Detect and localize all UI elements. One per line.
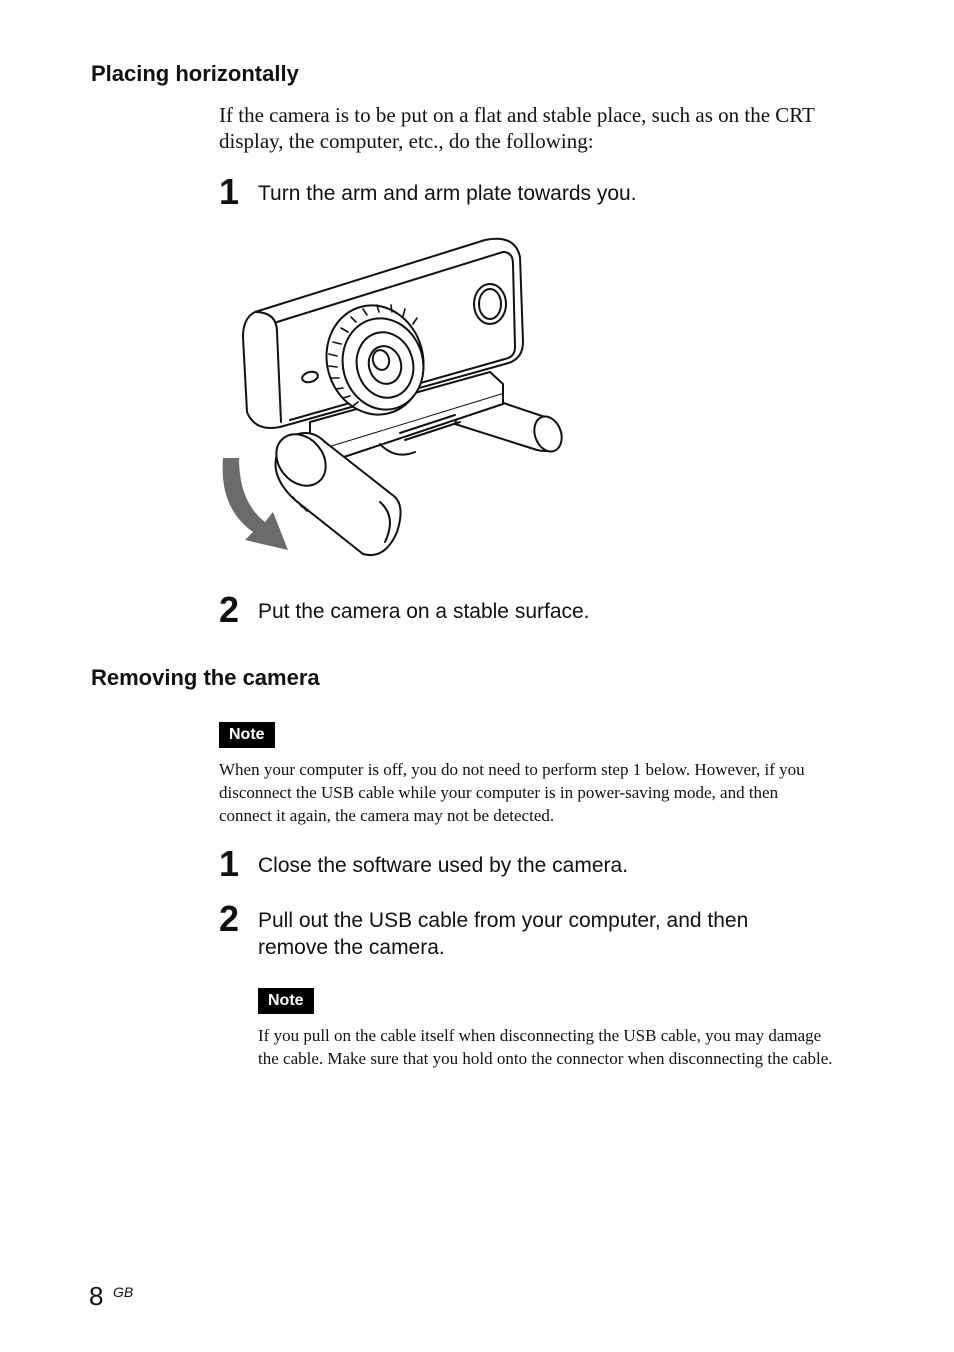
step-text: Turn the arm and arm plate towards you.: [258, 182, 637, 205]
note-paragraph: [219, 758, 869, 827]
note-line-1: If you pull on the cable itself when disconnecting the USB cable, you may damage: [258, 1026, 822, 1045]
intro-line-2: display, the computer, etc., do the following:: [219, 129, 594, 153]
step-number: 2: [219, 589, 240, 630]
step-text: Close the software used by the camera.: [258, 854, 629, 877]
note-paragraph: [258, 1024, 898, 1070]
webcam-rotate-icon: [215, 232, 575, 562]
section-heading-placing-horizontally: Placing horizontally: [91, 61, 299, 86]
intro-line-1: If the camera is to be put on a flat and stable place, such as on the CRT: [219, 103, 815, 127]
webcam-illustration: [215, 232, 575, 562]
step-text-line-2: remove the camera.: [258, 936, 445, 959]
note-line-1: When your computer is off, you do not need to perform step 1 below. However, if you: [219, 760, 805, 779]
note-line-3: connect it again, the camera may not be detected.: [219, 806, 555, 825]
step-number: 2: [219, 898, 240, 939]
note-line-2: disconnect the USB cable while your computer is in power-saving mode, and then: [219, 783, 779, 802]
section-heading-removing-camera: Removing the camera: [91, 665, 320, 690]
step-text-line-1: Pull out the USB cable from your computer, and then: [258, 909, 749, 932]
step-text: Put the camera on a stable surface.: [258, 600, 590, 623]
note-badge: Note: [219, 722, 275, 748]
step-text: [258, 907, 848, 961]
page-number-suffix: GB: [113, 1284, 134, 1300]
page-number: 8: [89, 1281, 104, 1311]
step-number: 1: [219, 843, 240, 884]
intro-paragraph: [219, 102, 859, 154]
note-badge: Note: [258, 988, 314, 1014]
step-number: 1: [219, 171, 240, 212]
note-line-2: the cable. Make sure that you hold onto the connector when disconnecting the cable.: [258, 1049, 833, 1068]
